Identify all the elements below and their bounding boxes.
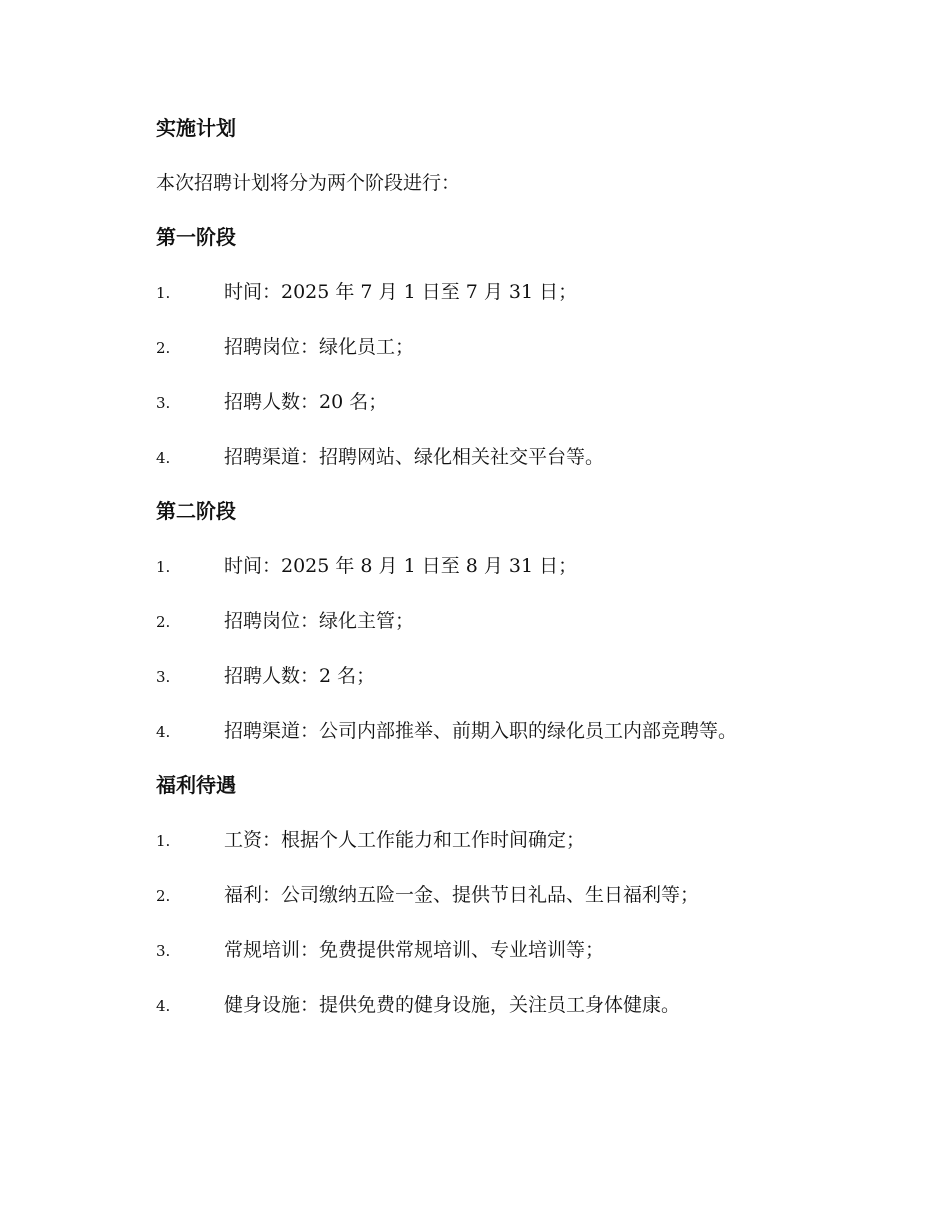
list-number: 4. bbox=[156, 723, 171, 741]
list-text: 时间：2025 年 8 月 1 日至 8 月 31 日； bbox=[224, 555, 578, 577]
list-item bbox=[156, 333, 876, 361]
list-number: 1. bbox=[156, 558, 171, 576]
list-text: 招聘岗位：绿化主管； bbox=[224, 610, 415, 632]
section-heading-plan: 实施计划 bbox=[156, 116, 236, 140]
section-heading-benefits: 福利待遇 bbox=[156, 773, 236, 797]
list-text: 福利：公司缴纳五险一金、提供节日礼品、生日福利等； bbox=[224, 884, 700, 906]
list-item bbox=[156, 826, 876, 854]
list-text: 招聘渠道：公司内部推举、前期入职的绿化员工内部竞聘等。 bbox=[224, 720, 738, 742]
list-item bbox=[156, 991, 876, 1019]
list-number: 4. bbox=[156, 449, 171, 467]
list-number: 4. bbox=[156, 997, 171, 1015]
list-text: 招聘渠道：招聘网站、绿化相关社交平台等。 bbox=[224, 446, 605, 468]
section-heading-phase2: 第二阶段 bbox=[156, 499, 236, 523]
list-number: 2. bbox=[156, 613, 171, 631]
list-text: 工资：根据个人工作能力和工作时间确定； bbox=[224, 829, 586, 851]
list-item bbox=[156, 607, 876, 635]
list-item bbox=[156, 717, 876, 745]
list-text: 时间：2025 年 7 月 1 日至 7 月 31 日； bbox=[224, 281, 578, 303]
list-item bbox=[156, 662, 876, 690]
list-number: 3. bbox=[156, 394, 171, 412]
list-item bbox=[156, 936, 876, 964]
list-number: 3. bbox=[156, 942, 171, 960]
list-item bbox=[156, 881, 876, 909]
intro-paragraph: 本次招聘计划将分为两个阶段进行： bbox=[156, 172, 461, 194]
list-text: 健身设施：提供免费的健身设施，关注员工身体健康。 bbox=[224, 994, 681, 1016]
list-text: 招聘岗位：绿化员工； bbox=[224, 336, 415, 358]
list-item bbox=[156, 443, 876, 471]
list-number: 3. bbox=[156, 668, 171, 686]
list-text: 常规培训：免费提供常规培训、专业培训等； bbox=[224, 939, 605, 961]
list-item bbox=[156, 552, 876, 580]
list-text: 招聘人数：20 名； bbox=[224, 391, 388, 413]
list-number: 1. bbox=[156, 832, 171, 850]
section-heading-phase1: 第一阶段 bbox=[156, 225, 236, 249]
list-number: 2. bbox=[156, 887, 171, 905]
list-number: 2. bbox=[156, 339, 171, 357]
list-item bbox=[156, 278, 876, 306]
list-item bbox=[156, 388, 876, 416]
list-text: 招聘人数：2 名； bbox=[224, 665, 376, 687]
list-number: 1. bbox=[156, 284, 171, 302]
